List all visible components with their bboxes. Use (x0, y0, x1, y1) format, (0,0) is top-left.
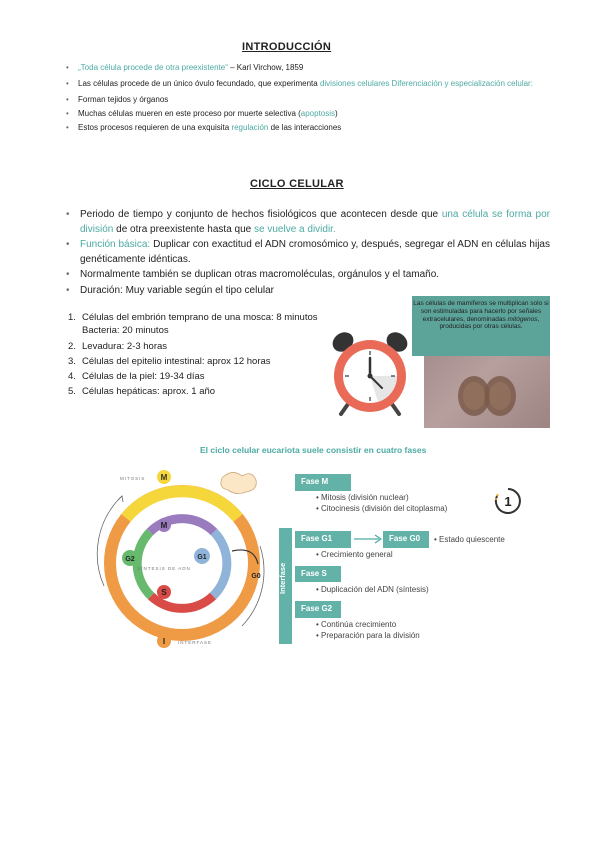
g0-label: G0 (251, 573, 261, 580)
list-text: Periodo de tiempo y conjunto de hechos fisiológicos que acontecen desde que (80, 209, 442, 220)
g2-segment (137, 532, 151, 596)
phase-s-box: Fase S (295, 566, 341, 582)
list-text: de las interacciones (268, 123, 342, 132)
badge-m-inner-label: M (160, 521, 168, 530)
badge-i-label: I (162, 637, 166, 646)
list-text: Muchas células mueren en este proceso por muerte selectiva ( (78, 109, 301, 118)
timer-icon (493, 486, 523, 516)
phase-g1-box: Fase G1 (295, 531, 351, 548)
phase-item: • Preparación para la división (316, 631, 420, 642)
badge-m-outer-label: M (160, 473, 168, 482)
list-item (68, 355, 338, 368)
list-text: Duración: Muy variable según el tipo celular (80, 284, 274, 296)
phase-item: • Mitosis (división nuclear) (316, 493, 447, 504)
interfase-caption: INTERFASE (178, 640, 213, 645)
cycle-list (64, 208, 550, 299)
phase-s-desc (316, 585, 429, 596)
highlight-text: divisiones celulares Diferenciación y especialización celular: (319, 79, 533, 88)
list-item (64, 208, 550, 237)
cycle-title: CICLO CELULAR (250, 178, 344, 190)
list-item (68, 370, 338, 383)
list-item (64, 238, 550, 267)
mitosis-caption: MITOSIS (120, 476, 146, 481)
duration-list (68, 311, 338, 401)
list-text: Levadura: 2-3 horas (82, 340, 168, 352)
note-text: , producidas por otras células. (439, 315, 540, 331)
intro-list (64, 64, 544, 138)
list-number: 2. (68, 340, 76, 352)
list-item (68, 340, 338, 353)
list-number: 1. (68, 312, 76, 323)
badge-g2-label: G2 (125, 556, 135, 563)
list-text: Forman tejidos y órganos (78, 95, 169, 104)
badge-s-label: S (161, 588, 167, 597)
list-item (64, 110, 544, 118)
cell-cycle-diagram (82, 466, 282, 656)
list-text: Las células procede de un único óvulo fecundado, que experimenta (78, 79, 320, 88)
intro-title: INTRODUCCIÓN (242, 41, 332, 53)
phase-g0-box: Fase G0 (383, 531, 429, 548)
highlight-text: se vuelve a dividir. (254, 223, 336, 235)
highlight-text: Función básica: (80, 239, 151, 250)
quote-author: – Karl Virchow, 1859 (227, 63, 304, 72)
list-item (64, 64, 544, 72)
phase-m-desc (316, 493, 447, 515)
phase-item: • Citocinesis (división del citoplasma) (316, 504, 447, 515)
arrow-right-icon (353, 534, 383, 544)
phase-item: • Duplicación del ADN (síntesis) (316, 585, 429, 596)
interfase-label: Interfase (278, 562, 287, 594)
note-emphasis: mitógenos (507, 315, 538, 323)
highlight-text: regulación (231, 123, 269, 132)
phase-g1-desc (316, 550, 393, 561)
mitogens-note (412, 296, 550, 356)
dividing-cell-icon (221, 472, 256, 493)
g1-segment (213, 532, 227, 596)
list-text: Células de la piel: 19-34 días (82, 371, 205, 383)
list-text: Duplicar con exactitud el ADN cromosómico y, después, segregar el ADN en células hijas genéticamente idénticas. (80, 239, 550, 265)
phase-item: • Continúa crecimiento (316, 620, 420, 631)
list-item (68, 385, 338, 398)
phase-item: • Estado quiescente (434, 535, 505, 546)
list-item (64, 96, 544, 104)
phase-m-box: Fase M (295, 474, 351, 491)
list-text: Estos procesos requieren de una exquisita (78, 123, 232, 132)
list-text: Células del epitelio intestinal: aprox 12 horas (82, 355, 271, 367)
list-number: 5. (68, 386, 76, 398)
list-item (64, 78, 544, 90)
list-item (68, 311, 338, 338)
phase-g2-desc (316, 620, 420, 642)
sintesis-caption: SÍNTESIS DE ADN (137, 566, 191, 571)
list-text: Normalmente también se duplican otras macromoléculas, orgánulos y el tamaño. (80, 269, 440, 280)
dividing-cell-image (424, 356, 550, 428)
highlight-text: apoptosis (300, 109, 336, 118)
list-text: Células del embrión temprano de una mosca: 8 minutos Bacteria: 20 minutos (82, 312, 318, 337)
list-number: 4. (68, 371, 76, 383)
highlight-text: una célula se forma por división (80, 209, 550, 235)
list-text: de otra preexistente hasta que (113, 223, 255, 235)
alarm-clock-icon (326, 328, 414, 416)
timer-digit: 1 (504, 494, 512, 509)
badge-g1-label: G1 (197, 554, 207, 561)
mitosis-ring (126, 491, 238, 518)
phase-g2-box: Fase G2 (295, 601, 341, 618)
list-item (64, 268, 550, 283)
arrowhead (118, 496, 123, 502)
list-text: Células hepáticas: aprox. 1 año (82, 386, 216, 398)
list-number: 3. (68, 355, 76, 367)
note-text: Las células de mamíferos se multiplican solo si son estimuladas para hacerlo por señales extracelulares, denominadas (413, 300, 549, 323)
list-item (64, 124, 544, 132)
diagram-title: El ciclo celular eucariota suele consistir en cuatro fases (200, 445, 427, 455)
phase-g0-note (434, 535, 505, 546)
list-text: ) (335, 109, 338, 118)
quote-text: „Toda célula procede de otra preexistente“ (78, 63, 228, 72)
phase-item: • Crecimiento general (316, 550, 393, 561)
cell-micrograph (424, 356, 550, 428)
